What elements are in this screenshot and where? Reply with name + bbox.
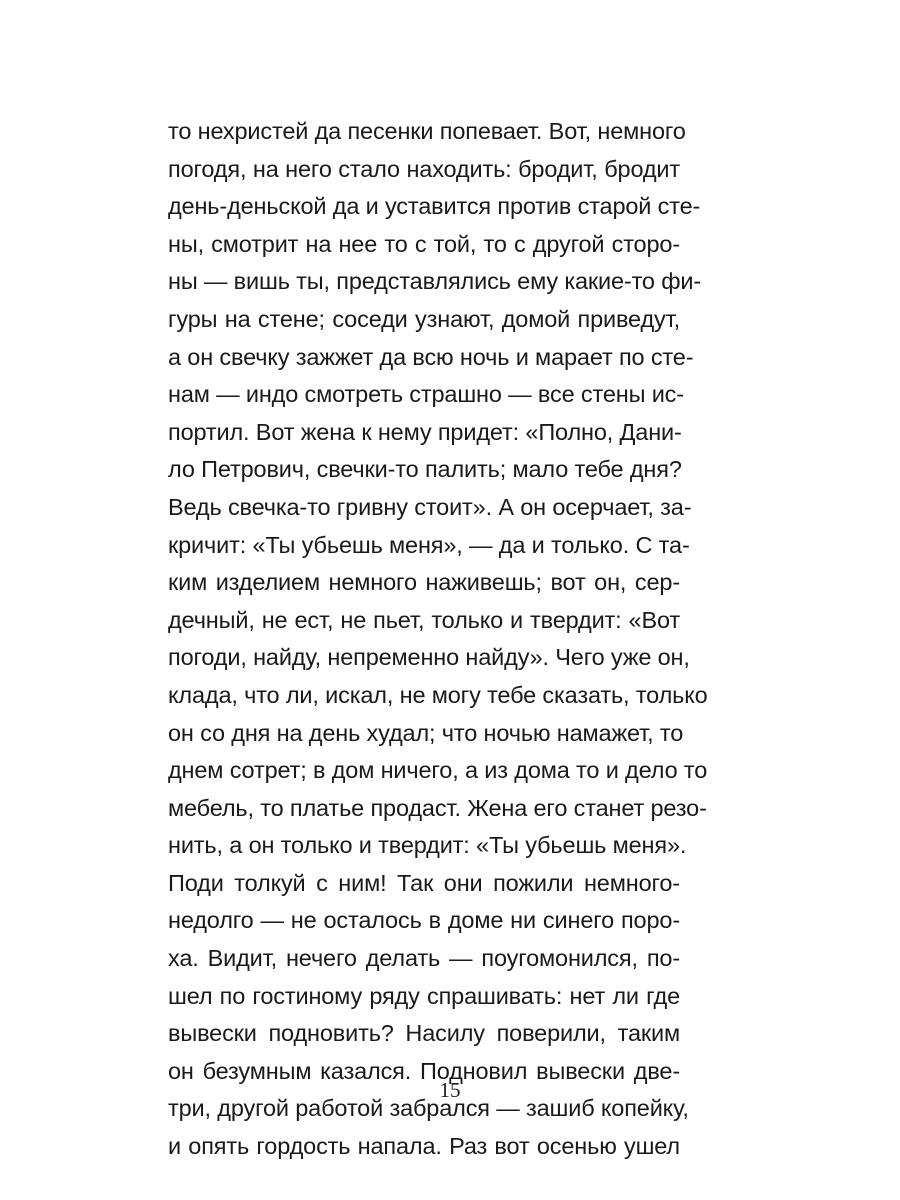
text-line: и опять гордость напала. Раз вот осенью ушел — [168, 1133, 680, 1160]
text-line: шел по гостиному ряду спрашивать: нет ли где — [168, 982, 680, 1009]
text-line: день-деньской да и уставится против старой сте- — [168, 193, 701, 220]
text-line: вывески подновить? Насилу поверили, таким — [168, 1020, 680, 1047]
text-line: Поди толкуй с ним! Так они пожили немного- — [168, 869, 680, 896]
text-line: дечный, не ест, не пьет, только и твердит: «Вот — [168, 606, 680, 633]
text-line: ким изделием немного наживешь; вот он, сер- — [168, 569, 680, 596]
text-line: то нехристей да песенки попевает. Вот, немного — [168, 118, 686, 144]
text-line: недолго — не осталось в доме ни синего поро- — [168, 907, 680, 934]
page-number: 15 — [439, 1078, 461, 1102]
text-line: три, другой работой забрался — зашиб копейку, — [168, 1095, 689, 1122]
text-line: клада, что ли, искал, не могу тебе сказать, только — [168, 681, 708, 708]
text-line: гуры на стене; соседи узнают, домой приведут, — [168, 305, 680, 332]
text-line: днем сотрет; в дом ничего, а из дома то и дело то — [168, 757, 708, 784]
text-line: погодя, на него стало находить: бродит, бродит — [168, 155, 680, 182]
text-line: ны — вишь ты, представлялись ему какие-то фи- — [168, 268, 702, 295]
text-line: ха. Видит, нечего делать — поугомонился, по- — [168, 945, 680, 972]
text-line: он безумным казался. Подновил вывески две- — [168, 1057, 680, 1084]
text-line: Ведь свечка-то гривну стоит». А он осерчает, за- — [168, 493, 692, 520]
text-line: погоди, найду, непременно найду». Чего уже он, — [168, 644, 690, 671]
text-line: портил. Вот жена к нему придет: «Полно, Дани- — [168, 418, 682, 445]
text-line: мебель, то платье продаст. Жена его станет резо- — [168, 794, 707, 821]
text-line: а он свечку зажжет да всю ночь и марает по сте- — [168, 343, 694, 370]
text-line: нить, а он только и твердит: «Ты убьешь меня». — [168, 832, 687, 859]
text-line: кричит: «Ты убьешь меня», — да и только. С та- — [168, 531, 690, 558]
text-line: нам — индо смотреть страшно — все стены ис- — [168, 381, 684, 408]
text-line: ны, смотрит на нее то с той, то с другой сторо- — [168, 230, 680, 257]
text-line: он со дня на день худал; что ночью намажет, то — [168, 719, 684, 746]
body-text — [168, 113, 708, 1166]
text-line: ло Петрович, свечки-то палить; мало тебе дня? — [168, 456, 682, 483]
